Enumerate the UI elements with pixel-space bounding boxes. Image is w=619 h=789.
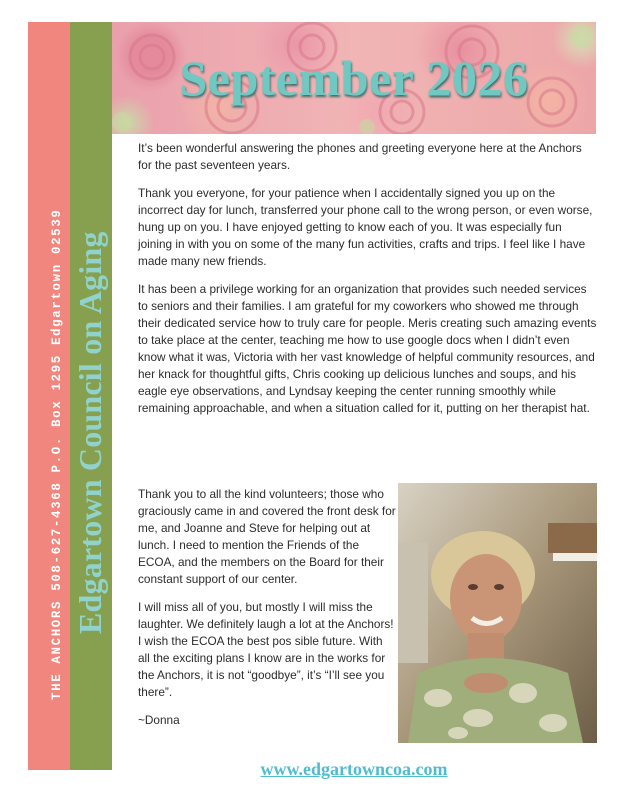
- article-paragraph: It’s been wonderful answering the phones and greeting everyone here at the Anchors for the past seventeen years.: [138, 141, 582, 172]
- sidebar-address: THE ANCHORS 508-627-4368 P.O. Box 1295 Edgartown 02539: [50, 208, 64, 700]
- newsletter-month-title: September 2026: [179, 50, 529, 106]
- portrait-photo: [398, 483, 597, 743]
- article-paragraph: Thank you everyone, for your patience when I accidentally signed you up on the incorrect day for lunch, transferred your phone call to the wrong person, or even worse, hung up on you. I have enjoyed getting to know each of you. It was especially fun joining in with you on some of the many fun activities, crafts and trips. I feel like I have made many new friends.: [138, 186, 593, 268]
- article-paragraph: It has been a privilege working for an organization that provides such needed services to seniors and their families. I am grateful for my coworkers who showed me through their dedicated service how to truly care for people. Meris creating such amazing events to take place at the center, teaching me how to use google docs when I didn’t even know what it was, Victoria with her vast knowledge of helpful community resources, and her knack for thoughtful gifts, Chris cooking up delicious lunches and soups, and his eagle eye observations, and Lyndsay keeping the center running smoothly while remaining approachable, and when a situation called for it, putting on her therapist hat.: [138, 282, 597, 415]
- article-paragraph: Thank you to all the kind volunteers; those who graciously came in and covered the front desk for me, and Joanne and Steve for helping out at lunch. I need to mention the Friends of the ECOA, and the members on the Board for their constant support of our center.: [138, 487, 396, 586]
- sidebar-organization-name: Edgartown Council on Aging: [72, 231, 108, 634]
- article-body: [138, 140, 598, 428]
- website-link[interactable]: www.edgartowncoa.com: [260, 759, 448, 779]
- article-paragraph: I will miss all of you, but mostly I will miss the laughter. We definitely laugh a lot at the Anchors! I wish the ECOA the best pos sible future. With all the exciting plans I know are in the works for the Anchors, it is not “goodbye”, it’s “I’ll see you there”.: [138, 600, 394, 699]
- portrait-image: [398, 483, 597, 743]
- article-lower-column: [138, 486, 396, 740]
- article-signature: ~Donna: [138, 713, 180, 727]
- header-banner: [112, 22, 596, 134]
